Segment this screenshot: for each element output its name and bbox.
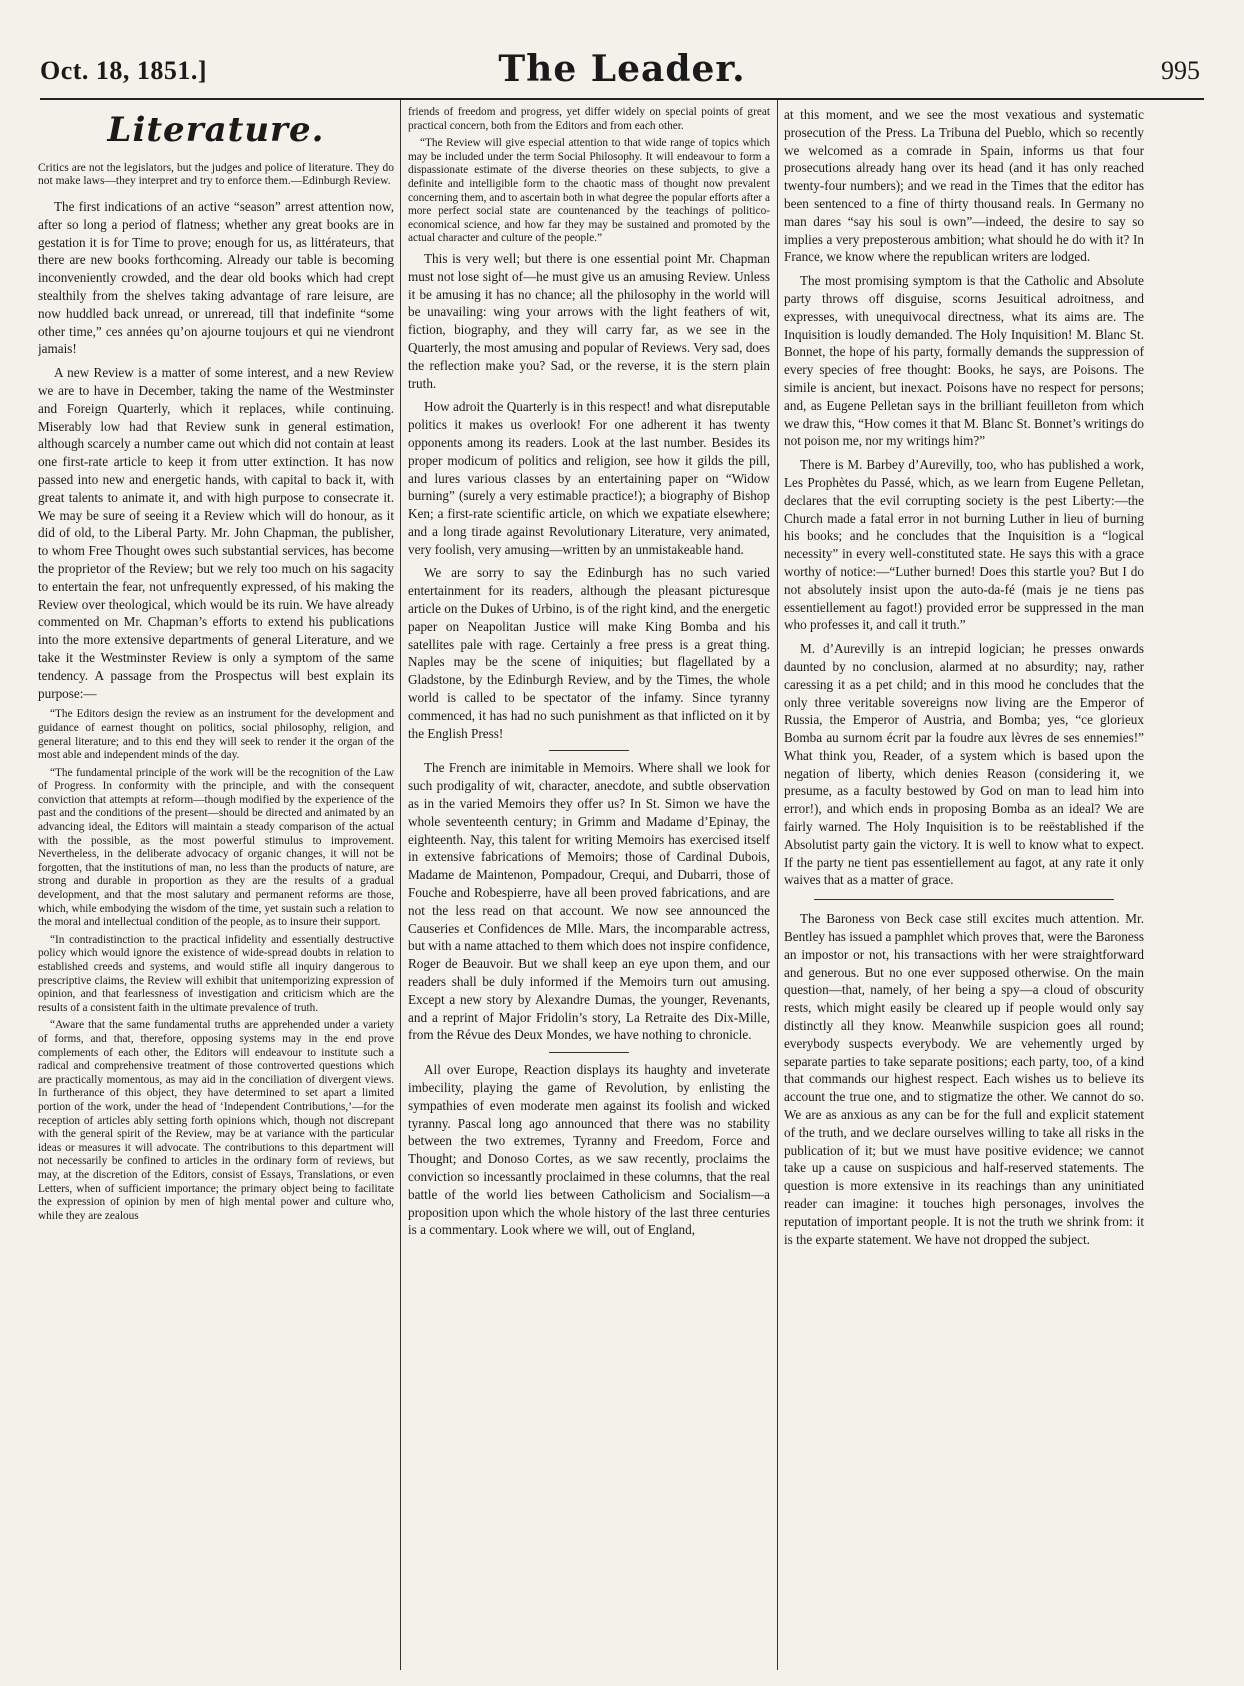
- article-paragraph: There is M. Barbey d’Aurevilly, too, who has published a work, Les Prophètes du Passé, which, as we learn from Eugene Pelletan, declares that the evil corrupting society is the pest Liberty:—the Church made a fatal error in not burning Luther in lieu of burning his books; and he concludes that the Inquisition is a “logical necessity” in every well-constituted state. He says this with a grace worthy of notice:—“Luther burned! Does this startle you? But I do not absolutely insist upon the auto-da-fé (mais je ne tiens pas essentiellement au fagot!) provided error be suppressed in the man who professes it, and call it truth.”: [784, 457, 1144, 633]
- article-paragraph: The most promising symptom is that the Catholic and Absolute party throws off disguise, scorns Jesuitical adroitness, and expresses, with unequivocal directness, what its aims are. The Inquisition is loudly demanded. The Holy Inquisition! M. Blanc St. Bonnet, the hope of his party, formally demands the suppression of every species of free thought: Books, he says, are Poisons. The simile is ancient, but inexact. Poisons have no respect for persons; and, as Eugene Pelletan says in the brilliant feuilleton from which we draw this, “How comes it that M. Blanc St. Bonnet’s writings do not poison me, nor my writings him?”: [784, 273, 1144, 449]
- article-paragraph: All over Europe, Reaction displays its haughty and inveterate imbecility, playing the game of Revolution, by enlisting the sympathies of even moderate men against its foolish and wicked tyranny. Pascal long ago announced that there was no stability between the two extremes, Tyranny and Freedom, Force and Thought; and Donoso Cortes, as we saw recently, proclaims the conviction so incessantly proclaimed in these columns, that the real battle of the world lies between Catholicism and Socialism—a proposition upon which the whole history of the last three centuries is a commentary. Look where we will, out of England,: [408, 1062, 770, 1238]
- column-3: [784, 106, 1144, 1666]
- article-paragraph: A new Review is a matter of some interest, and a new Review we are to have in December, taking the name of the Westminster and Foreign Quarterly, which it replaces, while continuing. Miserably low had that Review sunk in general estimation, although scarcely a number came out which did not contain at least one first-rate article to keep it from utter extinction. It has now passed into new and energetic hands, with capital to back it, with great talents to animate it, and with high purpose to consecrate it. We may be sure of seeing it a Review which will do honour, as it did of old, to the Liberal Party. Mr. John Chapman, the publisher, to whom Free Thought owes such substantial services, has become the proprietor of the Review; but we rely too much on his sagacity to entertain the fear, not unfrequently expressed, of his making the Review over theological, which would be its ruin. We have already commented on Mr. Chapman’s efforts to extend his publications into the more extensive departments of general Literature, and we take it the Westminster Review is only a symptom of the same tendency. A passage from the Prospectus will best explain its purpose:—: [38, 365, 394, 701]
- page-header: [30, 42, 1214, 96]
- article-paragraph: The French are inimitable in Memoirs. Where shall we look for such prodigality of wit, character, anecdote, and subtle observation as in the varied Memoirs they offer us? In St. Simon we have the whole seventeenth century; in Grimm and Madame d’Epinay, the eighteenth. Nay, this talent for writing Memoirs has exercised itself in extensive fabrications of Memoirs; those of Cardinal Dubois, Madame de Maintenon, Pompadour, Crequi, and Dubarri, those of Fouche and Robespierre, have all been proved fabrications, and are not the less read on that account. We now see announced the Causeries et Confidences de Mlle. Mars, the incomparable actress, but with a name attached to them which does not inspire confidence, Roger de Beauvoir. But we shall keep an eye upon them, and our readers shall be duly informed if the Memoirs turn out amusing. Except a new story by Alexandre Dumas, the younger, Revenants, and a reprint of Major Fridolin’s story, La Retraite des Dix-Mille, from the Révue des Deux Mondes, we have nothing to chronicle.: [408, 760, 770, 1043]
- header-rule: [40, 98, 1204, 100]
- article-paragraph: M. d’Aurevilly is an intrepid logician; he presses onwards daunted by no conclusion, alarmed at no absurdity; nay, rather caressing it as a pet child; and in this mood he concludes that the only three veritable sovereigns now living are the Emperor of Russia, the Emperor of Austria, and Bomba; yes, “ce glorieux Bomba au surnom écrit par la foudre aux lèvres de ses ennemies!” What think you, Reader, of a system which is based upon the negation of liberty, which denies Reason (considering it, we presume, as a faculty bestowed by God on man to lead him into error!), and which ends in proposing Bomba as an ideal? We are fairly warned. The Holy Inquisition is to be reëstablished if the Absolutist party gain the victory. It is well to know what to expect. If the party ne tient pas essentiellement au fagot, at any rate it only waives that as a matter of grace.: [784, 641, 1144, 888]
- column-2: [408, 106, 770, 1666]
- issue-date: Oct. 18, 1851.]: [40, 56, 208, 85]
- column-1: [38, 106, 394, 1666]
- prospectus-quote: “The Editors design the review as an instrument for the development and guidance of earnest thought on politics, social philosophy, religion, and general literature; and to this end they will seek to render it the organ of the most able and independent minds of the day.: [38, 708, 394, 762]
- article-paragraph: The first indications of an active “season” arrest attention now, after so long a period of flatness; whether any great books are in gestation it is for Time to prove; enough for us, as littérateurs, that there are new books forthcoming. Already our table is becoming inconveniently crowded, and the dear old books which had crept stealthily from the shelves taking advantage of rare leisure, are now huddled back unread, or unreread, till that indefinite “some other time,” ces années qu’on ajourne toujours et qui ne viendront jamais!: [38, 199, 394, 357]
- prospectus-quote: “The Review will give especial attention to that wide range of topics which may be included under the term Social Philosophy. It will endeavour to form a dispassionate estimate of the diverse theories on these subjects, to give a definite and intelligible form to the chaotic mass of thought now prevalent concerning them, and to ascertain both in what degree the popular efforts after a more perfect social state are countenanced by the teachings of politico-economical science, and how far they may be sustained and promoted by the actual character and culture of the people.”: [408, 137, 770, 245]
- article-paragraph: This is very well; but there is one essential point Mr. Chapman must not lose sight of—he must give us an amusing Review. Unless it be amusing it has no chance; all the philosophy in the world will be unavailing: wing your arrows with the light feathers of wit, fiction, biography, and they will carry far, as we see in the Quarterly, the most amusing and popular of Reviews. Very sad, does the reflection make you? Sad, or the reverse, it is the stern plain truth.: [408, 250, 770, 391]
- prospectus-quote: friends of freedom and progress, yet differ widely on special points of great practical concern, both from the Editors and from each other.: [408, 106, 770, 132]
- article-paragraph: at this moment, and we see the most vexatious and systematic prosecution of the Press. La Tribuna del Pueblo, which so recently we welcomed as a comrade in Spain, informs us that four prosecutions already hang over its head (and it has only reached twenty-four numbers); and we read in the Times that the editor has been sentenced to a fine of thirty thousand reals. In Germany no man dares “say his soul is own”—indeed, the desire to say so implies a very preposterous ambition; what should he do with it? In France, we know where the republican writers are lodged.: [784, 107, 1144, 265]
- section-separator: [549, 1052, 629, 1053]
- page-number: 995: [1161, 56, 1200, 85]
- prospectus-quote: “Aware that the same fundamental truths are apprehended under a variety of forms, and that, therefore, opposing systems may in the end prove complements of each other, the Editors will endeavour to institute such a radical and comprehensive treatment of those controverted questions which are practically momentous, as may aid in the conciliation of divergent views. In furtherance of this object, they have determined to set apart a limited portion of the work, under the head of ‘Independent Contributions,’—for the reception of articles ably setting forth opinions which, though not discrepant with the general spirit of the Review, may be at variance with the particular ideas or measures it will advocate. The contributions to this department will not necessarily be confined to articles in the ordinary form of reviews, but may, at the discretion of the Editors, consist of Essays, Translations, or even Letters, when of sufficient importance; the primary object being to facilitate the expression of opinion by men of high mental power and culture who, while they are zealous: [38, 1019, 394, 1222]
- column-divider: [777, 100, 778, 1670]
- section-separator: [814, 899, 1114, 900]
- section-title: Literature.: [107, 110, 325, 150]
- prospectus-quote: “The fundamental principle of the work will be the recognition of the Law of Progress. In conformity with the principle, and with the consequent conviction that attempts at reform—though modified by the experience of the past and the conditions of the present—should be directed and animated by an advancing ideal, the Editors will maintain a steady comparison of the actual with the possible, as the most powerful stimulus to improvement. Nevertheless, in the deliberate advocacy of organic changes, it will not be forgotten, that the institutions of man, no less than the products of nature, are strong and durable in proportion as they are the results of a gradual development, and that the most salutary and permanent reforms are those, which, while embodying the wisdom of the time, yet sustain such a relation to the moral and intellectual condition of the people, as to insure their support.: [38, 766, 394, 929]
- section-separator: [549, 750, 629, 751]
- prospectus-quote: “In contradistinction to the practical infidelity and essentially destructive policy which would ignore the existence of wide-spread doubts in relation to established creeds and systems, and would stifle all inquiry dangerous to prescriptive claims, the Review will exhibit that unitemporizing expression of opinion, and that fearlessness of investigation and criticism which are the results of a consistent faith in the ultimate prevalence of truth.: [38, 933, 394, 1014]
- article-paragraph: The Baroness von Beck case still excites much attention. Mr. Bentley has issued a pamphlet which proves that, were the Baroness an impostor or not, his transactions with her were straightforward and generous. But no one ever supposed otherwise. On the main question—that, namely, of her being a spy—a cloud of obscurity rests, which might easily be cleared up if people would only say distinctly all they know. Meanwhile suspicion goes all round; everybody suspects everybody. We are vehemently urged by separate parties to take separate positions; each party, too, of a kind that commands our highest respect. Each wishes us to believe its account the true one, and to stigmatize the other. We cannot do so. We are as anxious as any can be for the full and explicit statement of the truth, and we declare ourselves willing to take all risks in the publication of it; but we must have positive evidence; we cannot take up a cause on suspicious and half-reserved statements. The question is more extensive in its reachings than any uninitiated reader can imagine: it touches high personages, involves the reputation of important people. It is not the truth we shrink from: it is the exparte statement. We have not dropped the subject.: [784, 911, 1144, 1247]
- masthead: The Leader.: [498, 48, 746, 90]
- column-divider: [400, 100, 401, 1670]
- section-motto: Critics are not the legislators, but the judges and police of literature. They do not make laws—they interpret and try to enforce them.—Edinburgh Review.: [38, 162, 394, 187]
- article-paragraph: We are sorry to say the Edinburgh has no such varied entertainment for its readers, although the pleasant picturesque article on the Dukes of Urbino, is of the right kind, and the energetic paper on Neapolitan Justice will make King Bomba and his satellites pale with rage. Certainly a free press is a great thing. Naples may be the scene of iniquities; but flagellated by a Gladstone, by the Edinburgh Review, and by the Times, the whole world is called to be spectator of the infamy. Since tyranny commenced, it has had no such punishment as that inflicted on it by the English Press!: [408, 565, 770, 741]
- article-paragraph: How adroit the Quarterly is in this respect! and what disreputable politics it makes us overlook! For one adherent it has twenty opponents among its readers. Look at the last number. Besides its proper modicum of politics and religion, see how it gilds the pill, and lures various classes by an entertaining paper on “Widow burning” (surely a very estimable practice!); a biography of Bishop Ken; a first-rate scientific article, on which we expatiate elsewhere; and a long tirade against Revolutionary Literature, very animated, very foolish, very amusing—written by an unmistakeable hand.: [408, 399, 770, 557]
